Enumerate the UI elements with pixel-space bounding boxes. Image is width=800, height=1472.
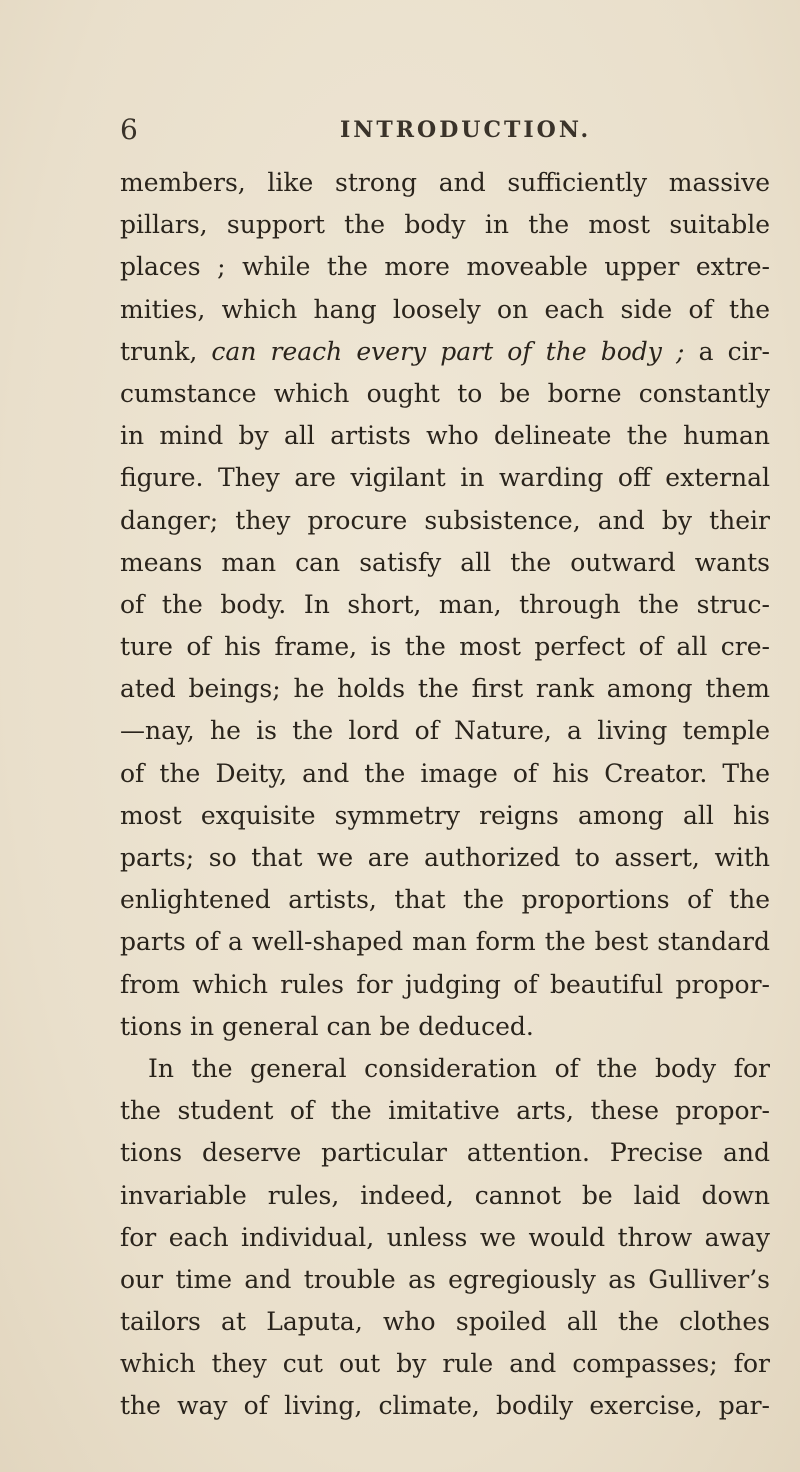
text-run: trunk, bbox=[120, 336, 212, 366]
text-line: cumstance which ought to be borne constantly bbox=[120, 378, 770, 408]
text-line: the student of the imitative arts, these propor- bbox=[120, 1096, 770, 1126]
text-line: pillars, support the body in the most suitable bbox=[120, 210, 770, 240]
text-line: —nay, he is the lord of Nature, a living temple bbox=[120, 716, 770, 746]
text-line: our time and trouble as egregiously as Gulliver’s bbox=[120, 1264, 770, 1294]
text-line: places ; while the more moveable upper extre- bbox=[120, 252, 770, 282]
text-line: from which rules for judging of beautiful propor- bbox=[120, 969, 770, 999]
text-line: for each individual, unless we would throw away bbox=[120, 1222, 770, 1252]
text-line-italic bbox=[120, 331, 770, 373]
page-number: 6 bbox=[120, 113, 138, 146]
paragraph-start-line: In the general consideration of the body for bbox=[148, 1053, 770, 1083]
text-line: ture of his frame, is the most perfect of all cre- bbox=[120, 632, 770, 662]
body-text bbox=[120, 162, 770, 1428]
text-line: danger; they procure subsistence, and by their bbox=[120, 505, 770, 535]
text-line: means man can satisfy all the outward wants bbox=[120, 547, 770, 577]
text-line: figure. They are vigilant in warding off external bbox=[120, 463, 770, 493]
text-line: invariable rules, indeed, cannot be laid down bbox=[120, 1180, 770, 1210]
text-line: ated beings; he holds the first rank among them bbox=[120, 674, 770, 704]
text-line: tailors at Laputa, who spoiled all the clothes bbox=[120, 1307, 770, 1337]
text-line: of the body. In short, man, through the struc- bbox=[120, 589, 770, 619]
text-line: mities, which hang loosely on each side of the bbox=[120, 294, 770, 324]
text-line: parts of a well-shaped man form the best standard bbox=[120, 927, 770, 957]
text-line: in mind by all artists who delineate the human bbox=[120, 421, 770, 451]
italic-phrase: can reach every part of the body ; bbox=[211, 336, 685, 366]
paragraph-end-line: tions in general can be deduced. bbox=[120, 1011, 534, 1041]
text-line: parts; so that we are authorized to assert, with bbox=[120, 843, 770, 872]
running-head: INTRODUCTION. bbox=[340, 117, 592, 143]
text-line: which they cut out by rule and compasses; for bbox=[120, 1349, 770, 1379]
text-run: a cir- bbox=[684, 336, 770, 366]
text-line: members, like strong and sufficiently massive bbox=[120, 168, 770, 197]
page-header bbox=[0, 110, 800, 150]
text-line: the way of living, climate, bodily exercise, par- bbox=[120, 1391, 770, 1421]
text-line: of the Deity, and the image of his Creator. The bbox=[120, 758, 770, 788]
text-line: tions deserve particular attention. Precise and bbox=[120, 1138, 770, 1168]
text-line: most exquisite symmetry reigns among all his bbox=[120, 800, 770, 830]
text-line: enlightened artists, that the proportions of the bbox=[120, 885, 770, 915]
